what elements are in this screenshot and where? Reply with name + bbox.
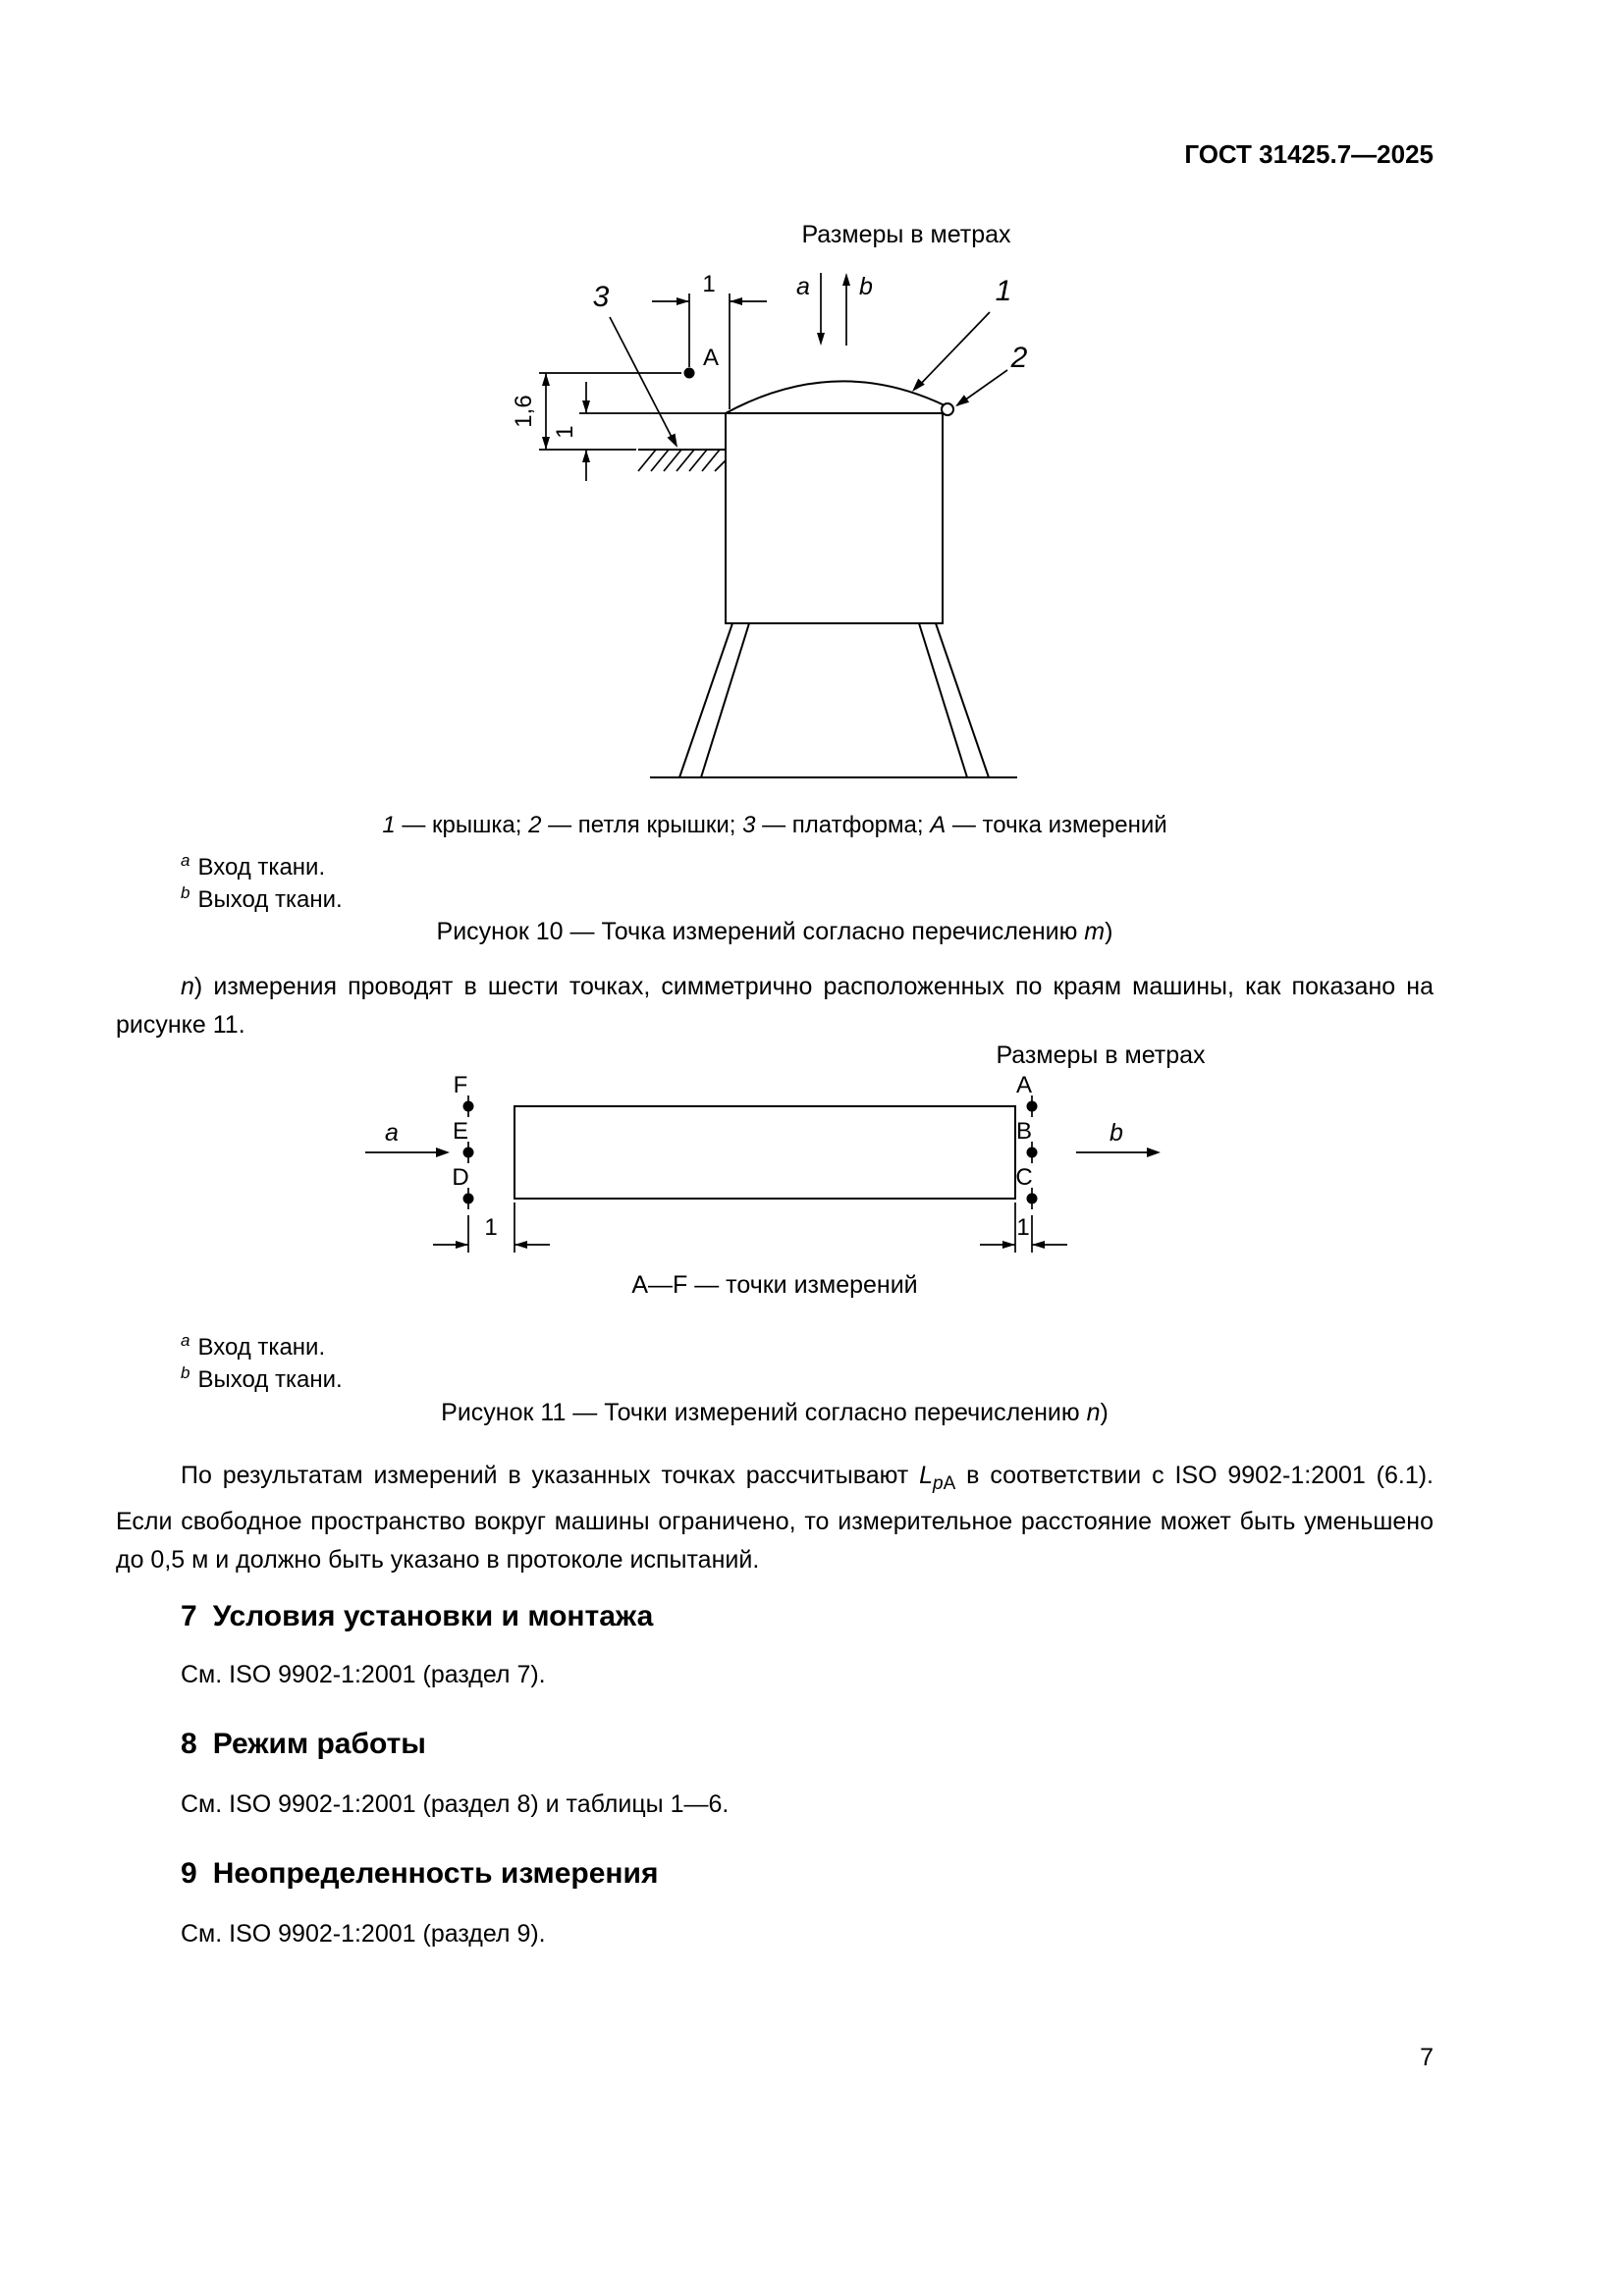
dim-right-label: 1 [1016,1214,1030,1241]
fig11-caption-item: n [1086,1399,1101,1426]
figure-11-drawing [0,1070,1624,1271]
legend-text-3: — платформа; [755,812,931,838]
fabric-in-label-11: a [385,1119,399,1147]
lpa-sub-p: p [933,1473,944,1494]
dim-1-vert-label: 1 [552,425,578,439]
footnote-b-marker: b [181,883,190,902]
legend-text-2: — петля крышки; [541,812,743,838]
callout-1-lid: 1 [995,275,1012,307]
footnote-b-marker-2: b [181,1363,190,1382]
point-c-label: C [1015,1164,1033,1191]
section-7-number: 7 [181,1600,197,1632]
dimension-left [511,373,726,481]
point-d-label: D [452,1164,469,1191]
section-9-number: 9 [181,1857,197,1890]
points-left [452,1072,473,1209]
fabric-in-label: a [796,273,810,300]
dimension-top [652,271,767,409]
fig11-caption-text: Рисунок 11 — Точки измерений согласно перечислению [441,1399,1087,1426]
lid-hinge [942,403,953,415]
section-8-number: 8 [181,1728,197,1760]
fig10-caption [116,915,1434,948]
legend-num-2: 2 [528,812,542,838]
section-7-heading [181,1600,653,1633]
point-b-label: B [1015,1118,1033,1145]
footnote-a-marker: a [181,851,190,870]
fabric-arrows-11 [365,1119,1161,1157]
point-f-label: F [453,1072,468,1098]
legend-num-3: 3 [742,812,756,838]
running-header: ГОСТ 31425.7—2025 [1184,139,1434,169]
fabric-arrows [796,273,873,346]
fig10-caption-item: m [1084,918,1106,945]
fig10-footnote-a [181,851,325,881]
machine-body [650,381,1017,777]
fig10-caption-text: Рисунок 10 — Точка измерений согласно перечислению [436,918,1085,945]
fig10-units-note: Размеры в метрах [801,221,1011,248]
callout-3-platform: 3 [592,281,610,313]
callout-2-hinge: 2 [1010,342,1028,374]
footnote-b-text: Выход ткани. [197,886,343,913]
paragraph-n [116,968,1434,1044]
fabric-out-label-11: b [1110,1119,1123,1147]
footnote-b-text-2: Выход ткани. [197,1366,343,1393]
fig10-footnote-b [181,883,343,914]
lpa-sub-a: А [943,1473,956,1494]
paragraph-n-item: n [181,973,194,1000]
dim-1-top-label: 1 [702,271,716,297]
dimensions-bottom [433,1202,1067,1253]
fig10-legend [116,809,1434,841]
fig11-caption [116,1396,1434,1429]
section-9-title: Неопределенность измерения [212,1857,659,1890]
legend-num-1: 1 [382,812,396,838]
lpa-symbol: L [919,1462,934,1489]
fig11-footnote-b [181,1363,343,1394]
points-right [1015,1072,1037,1209]
section-9-body: См. ISO 9902-1:2001 (раздел 9). [181,1920,546,1948]
section-9-heading [181,1857,658,1891]
results-text-before: По результатам измерений в указанных точках рассчитывают [181,1462,920,1489]
platform-hatch [638,450,726,471]
point-a2-label: A [1015,1072,1033,1098]
machine-outline [514,1106,1015,1199]
footnote-a-marker-2: a [181,1331,190,1350]
section-8-title: Режим работы [212,1728,426,1760]
fig11-caption-close: ) [1100,1399,1109,1426]
fig10-caption-close: ) [1105,918,1113,945]
figure-10-drawing [0,255,1624,805]
page-number: 7 [1420,2044,1434,2071]
footnote-a-text-2: Вход ткани. [197,1334,326,1361]
fig11-footnote-a [181,1331,325,1362]
section-7-body: См. ISO 9902-1:2001 (раздел 7). [181,1661,546,1688]
section-7-title: Условия установки и монтажа [212,1600,654,1632]
footnote-a-text: Вход ткани. [197,854,326,881]
paragraph-n-text: ) измерения проводят в шести точках, симметрично расположенных по краям машины, как показано на рисунке 11. [116,973,1434,1039]
paragraph-results [116,1457,1434,1579]
fig11-units-note: Размеры в метрах [996,1041,1206,1069]
fabric-out-label: b [859,273,873,300]
lpa-subscript [933,1473,955,1494]
section-8-heading [181,1728,426,1761]
legend-text-1: — крышка; [395,812,529,838]
dim-left-label: 1 [484,1214,498,1241]
point-e-label: E [452,1118,469,1145]
fig11-points-note: А—F — точки измерений [631,1271,918,1299]
results-text-after: в соответствии с ISO 9902-1:2001 (6.1). Если свободное пространство вокруг машины ограничено, то измерительное расстояние может быть уменьшено до 0,5 м и должно быть указано в протоколе испытаний. [116,1462,1434,1574]
section-8-body: См. ISO 9902-1:2001 (раздел 8) и таблицы 1—6. [181,1790,730,1818]
legend-text-4: — точка измерений [946,812,1167,838]
legend-point-a: А [930,812,947,838]
dim-1-6-label: 1,6 [511,395,537,428]
point-a-label: А [702,345,720,371]
